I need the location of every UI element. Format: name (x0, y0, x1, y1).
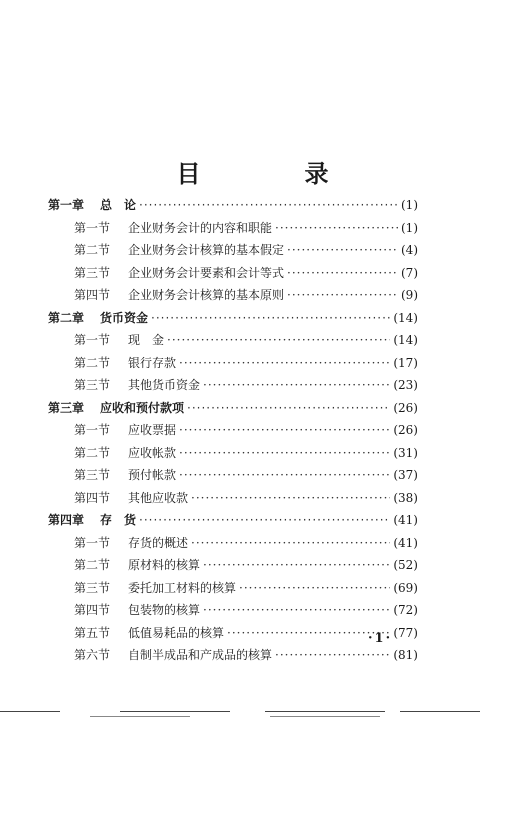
toc-section-row[interactable] (48, 534, 418, 557)
toc-chapter-row[interactable] (48, 399, 418, 422)
section-number: 第二节 (74, 445, 111, 460)
scan-rule (90, 716, 190, 717)
dot-leader (227, 626, 390, 640)
section-title: 低值易耗品的核算 (128, 625, 225, 640)
page-reference: (69) (393, 580, 418, 595)
toc-section-row[interactable] (48, 219, 418, 242)
page-reference: (31) (393, 445, 418, 460)
section-title: 存货的概述 (128, 535, 189, 550)
section-title: 包装物的核算 (128, 603, 201, 617)
page-reference: (1) (401, 220, 418, 235)
dot-leader (179, 356, 390, 370)
section-title: 银行存款 (128, 355, 177, 370)
dot-leader (275, 221, 398, 235)
page-reference: (17) (393, 355, 418, 370)
page-reference: (7) (401, 265, 418, 280)
page-number: ·1· (368, 631, 393, 646)
section-title: 企业财务会计核算的基本原则 (128, 288, 285, 302)
page-reference: (4) (401, 243, 418, 257)
section-number: 第三节 (74, 378, 111, 392)
section-number: 第二节 (74, 355, 111, 370)
section-number: 第三节 (74, 468, 111, 482)
chapter-number: 第一章 (48, 198, 85, 212)
section-number: 第一节 (74, 535, 111, 550)
dot-leader (203, 378, 390, 392)
dot-leader (287, 266, 398, 280)
page-reference: (14) (393, 333, 418, 347)
scan-rule (265, 711, 385, 712)
page-reference: (26) (393, 400, 418, 415)
section-title: 应收帐款 (128, 445, 177, 460)
toc-section-row[interactable] (48, 421, 418, 444)
chapter-title: 应收和预付款项 (100, 400, 185, 415)
page-reference: (41) (393, 513, 418, 527)
toc-section-row[interactable] (48, 601, 418, 624)
section-title: 企业财务会计要素和会计等式 (128, 265, 285, 280)
page-reference: (26) (393, 423, 418, 437)
chapter-number: 第四章 (48, 513, 85, 527)
toc-section-row[interactable] (48, 264, 418, 287)
dot-leader (139, 198, 398, 212)
table-of-contents (48, 196, 418, 669)
chapter-number: 第二章 (48, 310, 85, 325)
dot-leader (191, 491, 390, 505)
scan-rule (270, 716, 380, 717)
section-title: 企业财务会计核算的基本假定 (128, 243, 285, 257)
section-title: 现 金 (128, 333, 165, 347)
section-number: 第四节 (74, 603, 111, 617)
section-number: 第四节 (74, 490, 111, 505)
page-reference: (9) (401, 288, 418, 302)
section-number: 第五节 (74, 625, 111, 640)
chapter-title: 货币资金 (100, 310, 149, 325)
section-number: 第一节 (74, 220, 111, 235)
toc-section-row[interactable] (48, 489, 418, 512)
section-number: 第六节 (74, 648, 111, 662)
page-reference: (81) (393, 648, 418, 662)
chapter-title: 存 货 (100, 513, 137, 527)
section-title: 自制半成品和产成品的核算 (128, 648, 273, 662)
dot-leader (187, 401, 390, 415)
toc-section-row[interactable] (48, 579, 418, 602)
page-reference: (23) (393, 378, 418, 392)
section-number: 第三节 (74, 265, 111, 280)
section-title: 企业财务会计的内容和职能 (128, 220, 273, 235)
dot-leader (179, 446, 390, 460)
toc-chapter-row[interactable] (48, 196, 418, 219)
toc-section-row[interactable] (48, 466, 418, 489)
toc-section-row[interactable] (48, 624, 418, 647)
dot-leader (167, 333, 390, 347)
section-title: 其他应收款 (128, 490, 189, 505)
section-title: 委托加工材料的核算 (128, 580, 237, 595)
page-reference: (41) (393, 535, 418, 550)
section-title: 原材料的核算 (128, 558, 201, 572)
dot-leader (139, 513, 390, 527)
toc-section-row[interactable] (48, 241, 418, 264)
section-title: 其他货币资金 (128, 378, 201, 392)
dot-leader (287, 288, 398, 302)
page-reference: (14) (393, 310, 418, 325)
page-reference: (72) (393, 603, 418, 617)
scan-rule (120, 711, 230, 712)
section-number: 第四节 (74, 288, 111, 302)
dot-leader (191, 536, 390, 550)
dot-leader (203, 603, 390, 617)
section-number: 第一节 (74, 423, 111, 437)
dot-leader (275, 648, 390, 662)
dot-leader (179, 468, 390, 482)
section-title: 应收票据 (128, 423, 177, 437)
page-reference: (52) (393, 558, 418, 572)
page-reference: (77) (393, 625, 418, 640)
page-reference: (1) (401, 198, 418, 212)
page-reference: (38) (393, 490, 418, 505)
toc-section-row[interactable] (48, 444, 418, 467)
scan-rule (0, 711, 60, 712)
toc-section-row[interactable] (48, 556, 418, 579)
scan-rule (400, 711, 480, 712)
dot-leader (239, 581, 390, 595)
dot-leader (179, 423, 390, 437)
section-number: 第二节 (74, 243, 111, 257)
toc-section-row[interactable] (48, 354, 418, 377)
toc-section-row[interactable] (48, 286, 418, 309)
chapter-title: 总 论 (100, 198, 137, 212)
dot-leader (287, 243, 398, 257)
toc-section-row[interactable] (48, 331, 418, 354)
section-number: 第一节 (74, 333, 111, 347)
toc-section-row[interactable] (48, 376, 418, 399)
section-number: 第三节 (74, 580, 111, 595)
section-title: 预付帐款 (128, 468, 177, 482)
chapter-number: 第三章 (48, 400, 85, 415)
toc-section-row[interactable] (48, 646, 418, 669)
page-reference: (37) (393, 468, 418, 482)
dot-leader (151, 311, 390, 325)
toc-chapter-row[interactable] (48, 511, 418, 534)
section-number: 第二节 (74, 558, 111, 572)
toc-chapter-row[interactable] (48, 309, 418, 332)
dot-leader (203, 558, 390, 572)
page-title: 目 录 (176, 160, 369, 188)
